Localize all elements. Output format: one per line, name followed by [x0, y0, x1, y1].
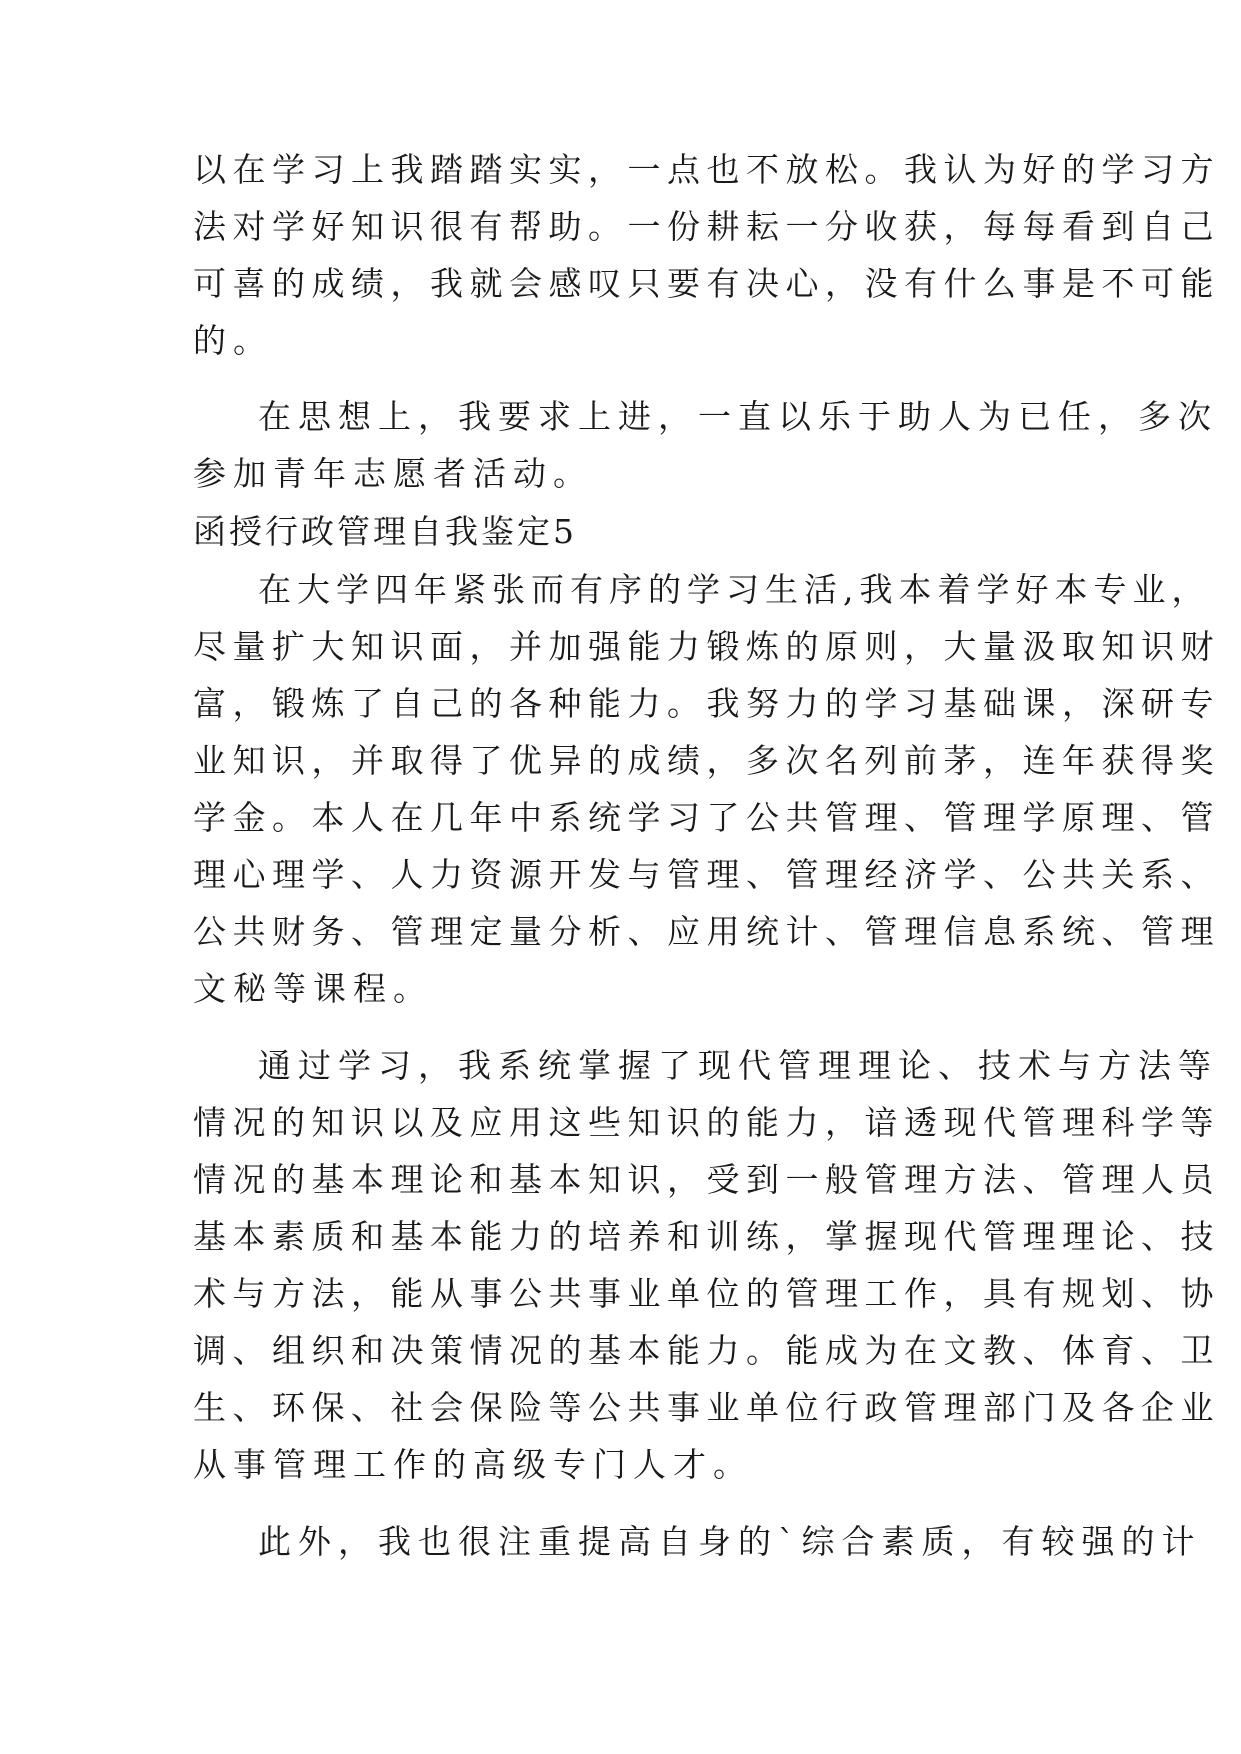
text-line: 文秘等课程。 — [193, 969, 433, 1008]
text-line: 业知识，并取得了优异的成绩，多次名列前茅，连年获得奖 — [193, 741, 1220, 780]
text-line: 可喜的成绩，我就会感叹只要有决心，没有什么事是不可能 — [193, 264, 1220, 303]
text-line: 术与方法，能从事公共事业单位的管理工作，具有规划、协 — [193, 1274, 1220, 1313]
text-line: 以在学习上我踏踏实实，一点也不放松。我认为好的学习方 — [193, 150, 1220, 189]
text-line: 富，锻炼了自己的各种能力。我努力的学习基础课，深研专 — [193, 684, 1220, 723]
text-line: 情况的知识以及应用这些知识的能力，谙透现代管理科学等 — [193, 1103, 1220, 1142]
text-line: 的。 — [193, 321, 273, 360]
text-line: 此外，我也很注重提高自身的`综合素质，有较强的计 — [258, 1522, 1202, 1561]
text-line: 基本素质和基本能力的培养和训练，掌握现代管理理论、技 — [193, 1217, 1220, 1256]
text-line: 法对学好知识很有帮助。一份耕耘一分收获，每每看到自己 — [193, 207, 1220, 246]
text-line: 生、环保、社会保险等公共事业单位行政管理部门及各企业 — [193, 1388, 1220, 1427]
text-line: 公共财务、管理定量分析、应用统计、管理信息系统、管理 — [193, 912, 1220, 951]
text-line: 在大学四年紧张而有序的学习生活,我本着学好本专业， — [258, 570, 1211, 609]
text-line: 从事管理工作的高级专门人才。 — [193, 1445, 753, 1484]
text-line: 参加青年志愿者活动。 — [193, 454, 593, 493]
text-line: 学金。本人在几年中系统学习了公共管理、管理学原理、管 — [193, 798, 1220, 837]
section-heading: 函授行政管理自我鉴定5 — [193, 512, 577, 551]
text-line: 尽量扩大知识面，并加强能力锻炼的原则，大量汲取知识财 — [193, 627, 1220, 666]
text-line: 调、组织和决策情况的基本能力。能成为在文教、体育、卫 — [193, 1331, 1220, 1370]
text-line: 理心理学、人力资源开发与管理、管理经济学、公共关系、 — [193, 855, 1220, 894]
text-line: 情况的基本理论和基本知识，受到一般管理方法、管理人员 — [193, 1160, 1220, 1199]
text-line: 通过学习，我系统掌握了现代管理理论、技术与方法等 — [258, 1046, 1218, 1085]
text-line: 在思想上，我要求上进，一直以乐于助人为已任，多次 — [258, 397, 1218, 436]
